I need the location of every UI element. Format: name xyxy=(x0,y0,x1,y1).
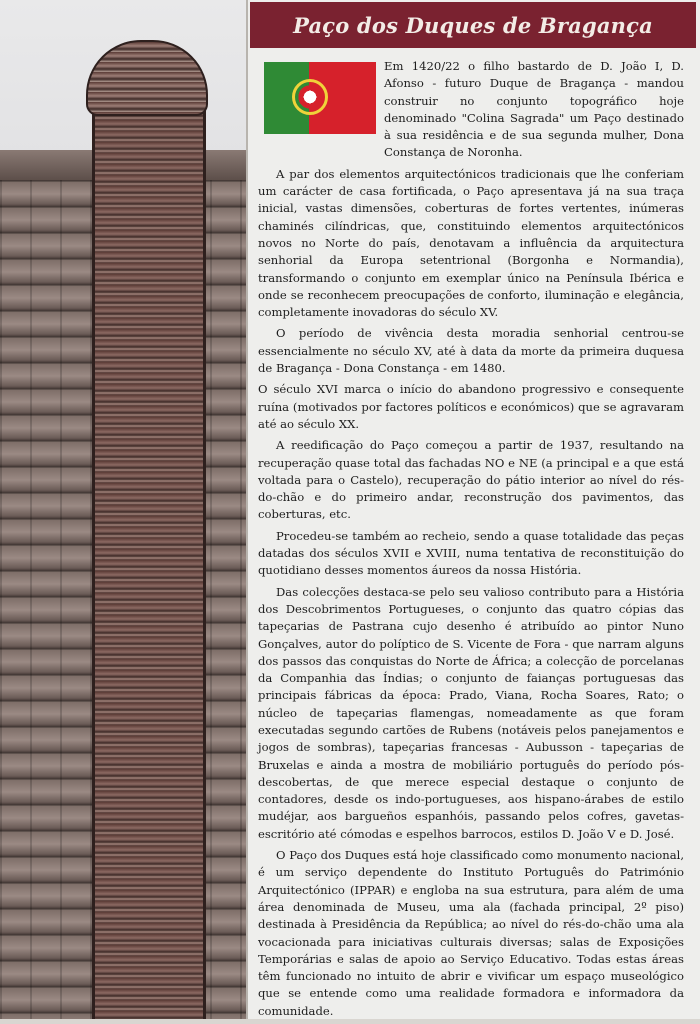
article-body xyxy=(258,58,684,1024)
paragraph-2: A par dos elementos arquitectónicos tradicionais que lhe conferiam um carácter de casa fortificada, o Paço apresentava já na sua traça inicial, vastas dimensões, coberturas de fortes vertentes, inúmeras chaminés cilíndricas, que, constituindo elementos arquitectónicos novos no Norte do país, denotavam a influência da arquitectura senhorial da Europa setentrional (Borgonha e Normandia), transformando o conjunto em exemplar único na Península Ibérica e onde se reconhecem preocupações de conforto, iluminação e elegância, completamente inovadoras do século XV. xyxy=(258,166,684,320)
paragraph-5: A reedificação do Paço começou a partir de 1937, resultando na recuperação quase total das fachadas NO e NE (a principal e a que está voltada para o Castelo), recuperação do pátio interior ao nível do rés-do-chão e do primeiro andar, reconstrução dos pavimentos, das coberturas, etc. xyxy=(258,438,684,522)
chimney-photo xyxy=(0,0,248,1019)
page-title: Paço dos Duques de Bragança xyxy=(293,12,653,38)
chimney-cap xyxy=(86,40,208,116)
text-panel xyxy=(248,0,700,1019)
paragraph-6: Procedeu-se também ao recheio, sendo a quase totalidade das peças datadas dos séculos XVII e XVIII, numa tentativa de reconstituição do quotidiano desses momentos áureos da nossa História. xyxy=(258,528,684,578)
paragraph-4: O século XVI marca o início do abandono progressivo e consequente ruína (motivados por factores políticos e económicos) que se agravaram até ao século XX. xyxy=(258,382,684,431)
chimney xyxy=(92,98,206,1019)
paragraph-8: O Paço dos Duques está hoje classificado como monumento nacional, é um serviço dependente do Instituto Português do Património Arquitectónico (IPPAR) e engloba na sua estrutura, para além de uma área denominada de Museu, uma ala (fachada principal, 2º piso) destinada à Presidência da República; ao nível do rés-do-chão uma ala vocacionada para iniciativas culturais diversas; salas de Exposições Temporárias e salas de apoio ao Serviço Educativo. Todas estas áreas têm funcionado no intuito de abrir e vivificar um espaço museológico que se entende como uma realidade formadora e informadora da comunidade. xyxy=(258,848,684,1018)
paragraph-1: Em 1420/22 o filho bastardo de D. João I, D. Afonso - futuro Duque de Bragança - mandou construir no conjunto topográfico hoje denominado "Colina Sagrada" um Paço destinado à sua residência e de sua segunda mulher, Dona Constança de Noronha. xyxy=(384,59,684,160)
title-bar xyxy=(250,2,696,48)
paragraph-7: Das colecções destaca-se pelo seu valioso contributo para a História dos Descobrimentos Portugueses, o conjunto das quatro cópias das tapeçarias de Pastrana cujo desenho é atribuído ao pintor Nuno Gonçalves, autor do políptico de S. Vicente de Fora - que narram alguns dos passos das conquistas do Norte de África; a colecção de porcelanas da Companhia das Índias; o conjunto de faianças portuguesas das principais fábricas da época: Prado, Viana, Rocha Soares, Rato; o núcleo de tapeçarias flamengas, nomeadamente as que foram executadas segundo cartões de Rubens (notáveis pelos panejamentos e jogos de sombras), tapeçarias francesas - Aubusson - tapeçarias de Bruxelas e ainda a mostra de mobiliário português do período pós-descobertas, de que merece especial destaque o conjunto de contadores, desde os indo-portugueses, aos hispano-árabes de estilo mudéjar, aos bargueños espanhóis, passando pelos cofres, gavetas-escritório até cómodas e espelhos barrocos, estilos D. João V e D. José. xyxy=(258,584,684,841)
paragraph-3: O período de vivência desta moradia senhorial centrou-se essencialmente no século XV, até à data da morte da primeira duquesa de Bragança - Dona Constança - em 1480. xyxy=(258,326,684,376)
